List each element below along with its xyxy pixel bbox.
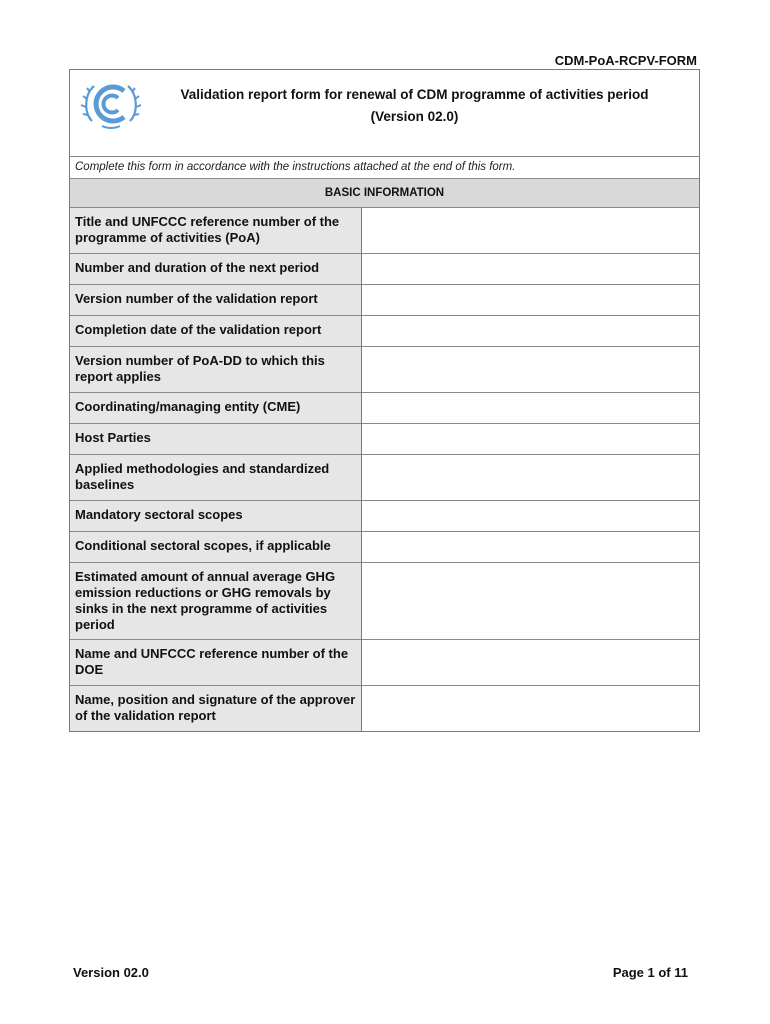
table-row	[70, 315, 699, 346]
row-value-field[interactable]	[361, 685, 699, 731]
table-row	[70, 208, 699, 253]
row-value-field[interactable]	[361, 284, 699, 315]
row-value-field[interactable]	[361, 423, 699, 454]
row-label: Estimated amount of annual average GHG emission reductions or GHG removals by sinks in the next programme of activities period	[70, 562, 361, 639]
table-row	[70, 253, 699, 284]
form-title: Validation report form for renewal of CDM programme of activities period	[180, 87, 649, 102]
table-row	[70, 284, 699, 315]
footer-version: Version 02.0	[73, 965, 149, 980]
row-value-field[interactable]	[361, 562, 699, 639]
table-row	[70, 639, 699, 685]
row-value-field[interactable]	[361, 500, 699, 531]
table-row	[70, 500, 699, 531]
table-row	[70, 392, 699, 423]
table-row	[70, 531, 699, 562]
row-label: Number and duration of the next period	[70, 253, 361, 284]
row-label: Title and UNFCCC reference number of the programme of activities (PoA)	[70, 208, 361, 253]
form-frame	[69, 69, 700, 732]
row-value-field[interactable]	[361, 346, 699, 392]
row-label: Version number of the validation report	[70, 284, 361, 315]
row-label: Completion date of the validation report	[70, 315, 361, 346]
row-label: Name, position and signature of the approver of the validation report	[70, 685, 361, 731]
row-label: Host Parties	[70, 423, 361, 454]
table-row	[70, 685, 699, 731]
form-header	[70, 70, 699, 157]
row-label: Applied methodologies and standardized baselines	[70, 454, 361, 500]
form-code: CDM-PoA-RCPV-FORM	[554, 53, 697, 68]
row-label: Name and UNFCCC reference number of the DOE	[70, 639, 361, 685]
row-value-field[interactable]	[361, 392, 699, 423]
row-label: Mandatory sectoral scopes	[70, 500, 361, 531]
row-value-field[interactable]	[361, 208, 699, 253]
section-header-basic-information: BASIC INFORMATION	[70, 179, 699, 208]
table-row	[70, 346, 699, 392]
row-value-field[interactable]	[361, 454, 699, 500]
row-label: Conditional sectoral scopes, if applicable	[70, 531, 361, 562]
table-row	[70, 454, 699, 500]
row-value-field[interactable]	[361, 253, 699, 284]
row-value-field[interactable]	[361, 639, 699, 685]
row-value-field[interactable]	[361, 531, 699, 562]
row-value-field[interactable]	[361, 315, 699, 346]
table-row	[70, 562, 699, 639]
row-label: Coordinating/managing entity (CME)	[70, 392, 361, 423]
form-instructions: Complete this form in accordance with the instructions attached at the end of this form.	[70, 157, 699, 179]
footer-page-number: Page 1 of 11	[612, 965, 688, 980]
row-label: Version number of PoA-DD to which this report applies	[70, 346, 361, 392]
form-version: (Version 02.0)	[370, 109, 459, 124]
basic-information-table	[70, 208, 699, 731]
table-row	[70, 423, 699, 454]
